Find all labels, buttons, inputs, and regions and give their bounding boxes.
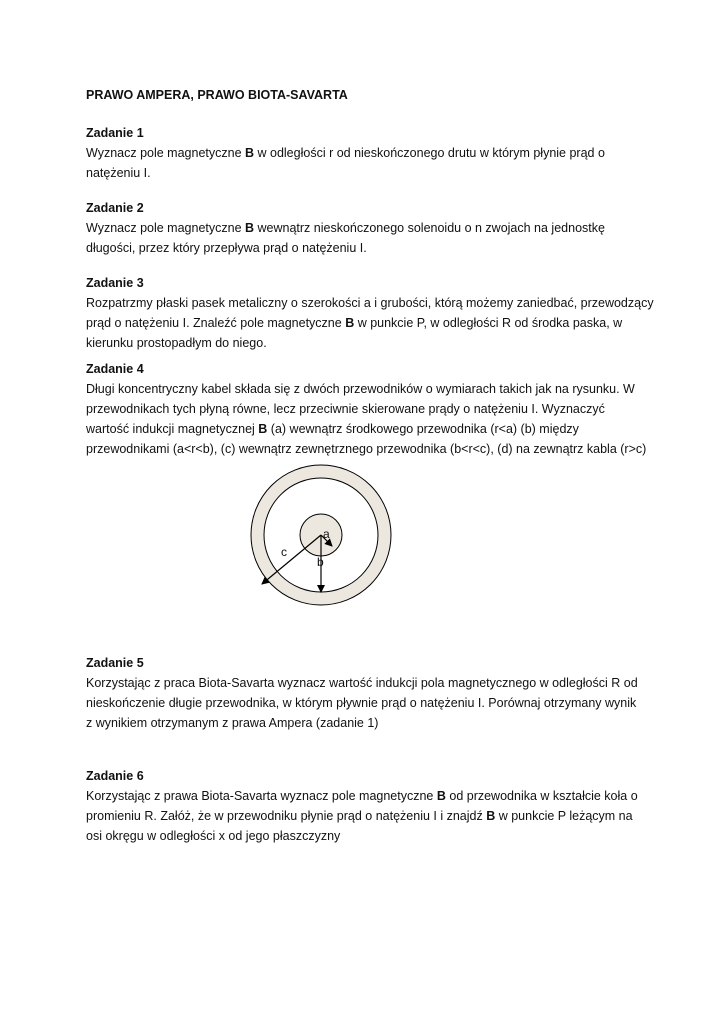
vector-b: B <box>258 422 268 436</box>
task-4-line-3-a: wartość indukcji magnetycznej <box>86 422 259 436</box>
task-4-heading: Zadanie 4 <box>86 362 144 376</box>
task-5-heading: Zadanie 5 <box>86 656 144 670</box>
task-4-line-3 <box>86 419 646 439</box>
document-title: PRAWO AMPERA, PRAWO BIOTA-SAVARTA <box>86 88 348 102</box>
task-6-text <box>86 786 646 846</box>
task-4-line-1: Długi koncentryczny kabel składa się z dwóch przewodników o wymiarach takich jak na rysunku. W <box>86 382 635 396</box>
task-3-line-2 <box>86 313 646 333</box>
label-c: c <box>281 545 287 559</box>
task-4-text <box>86 379 646 459</box>
task-6-line-1-a: Korzystając z prawa Biota-Savarta wyznacz pole magnetyczne <box>86 789 437 803</box>
task-6-line-1-c: od przewodnika w kształcie koła o <box>445 789 638 803</box>
task-3-line-1: Rozpatrzmy płaski pasek metaliczny o szerokości a i grubości, którą możemy zaniedbać, przewodzący <box>86 296 654 310</box>
task-2-line-2: długości, przez który przepływa prąd o natężeniu I. <box>86 241 367 255</box>
task-1-line-1 <box>86 143 646 163</box>
task-2-heading: Zadanie 2 <box>86 201 144 215</box>
task-1-line-1-a: Wyznacz pole magnetyczne <box>86 146 245 160</box>
task-5-text <box>86 673 646 733</box>
task-1-heading: Zadanie 1 <box>86 126 144 140</box>
label-a: a <box>323 527 330 541</box>
task-4 <box>86 359 646 459</box>
task-4-line-3-c: (a) wewnątrz środkowego przewodnika (r<a) (b) między <box>267 422 579 436</box>
task-3-line-2-c: w punkcie P, w odległości R od środka paska, w <box>354 316 623 330</box>
task-1 <box>86 123 646 183</box>
task-3 <box>86 273 654 353</box>
label-b: b <box>317 555 324 569</box>
task-5 <box>86 653 646 733</box>
task-6-line-2-a: promieniu R. Załóż, że w przewodniku płynie prąd o natężeniu I i znajdź <box>86 809 487 823</box>
task-4-line-2: przewodnikach tych płyną równe, lecz przeciwnie skierowane prądy o natężeniu I. Wyznaczyć <box>86 402 605 416</box>
task-6-heading: Zadanie 6 <box>86 769 144 783</box>
task-2-line-1-a: Wyznacz pole magnetyczne <box>86 221 245 235</box>
task-3-line-2-a: prąd o natężeniu I. Znaleźć pole magnetyczne <box>86 316 346 330</box>
task-2-text <box>86 218 646 258</box>
task-3-text <box>86 293 654 353</box>
task-3-heading: Zadanie 3 <box>86 276 144 290</box>
task-5-line-1: Korzystając z praca Biota-Savarta wyznacz wartość indukcji pola magnetycznego w odległości R od <box>86 676 638 690</box>
task-6 <box>86 766 646 846</box>
vector-b: B <box>245 221 255 235</box>
vector-b: B <box>486 809 496 823</box>
coaxial-cable-diagram <box>230 460 420 620</box>
task-2-line-1-c: wewnątrz nieskończonego solenoidu o n zwojach na jednostkę <box>254 221 605 235</box>
task-1-line-2: natężeniu I. <box>86 166 151 180</box>
task-6-line-2 <box>86 806 646 826</box>
vector-b: B <box>345 316 355 330</box>
task-4-line-4: przewodnikami (a<r<b), (c) wewnątrz zewnętrznego przewodnika (b<r<c), (d) na zewnątrz kabla (r>c) <box>86 442 647 456</box>
vector-b: B <box>436 789 446 803</box>
task-6-line-1 <box>86 786 646 806</box>
task-2-line-1 <box>86 218 646 238</box>
task-2 <box>86 198 646 258</box>
vector-b: B <box>245 146 255 160</box>
task-6-line-3: osi okręgu w odległości x od jego płaszczyzny <box>86 829 341 843</box>
task-3-line-3: kierunku prostopadłym do niego. <box>86 336 267 350</box>
task-1-line-1-c: w odległości r od nieskończonego drutu w którym płynie prąd o <box>254 146 605 160</box>
task-1-text <box>86 143 646 183</box>
task-5-line-2: nieskończenie długie przewodnika, w którym pływnie prąd o natężeniu I. Porównaj otrzymany wynik <box>86 696 637 710</box>
task-6-line-2-c: w punkcie P leżącym na <box>495 809 633 823</box>
task-5-line-3: z wynikiem otrzymanym z prawa Ampera (zadanie 1) <box>86 716 379 730</box>
